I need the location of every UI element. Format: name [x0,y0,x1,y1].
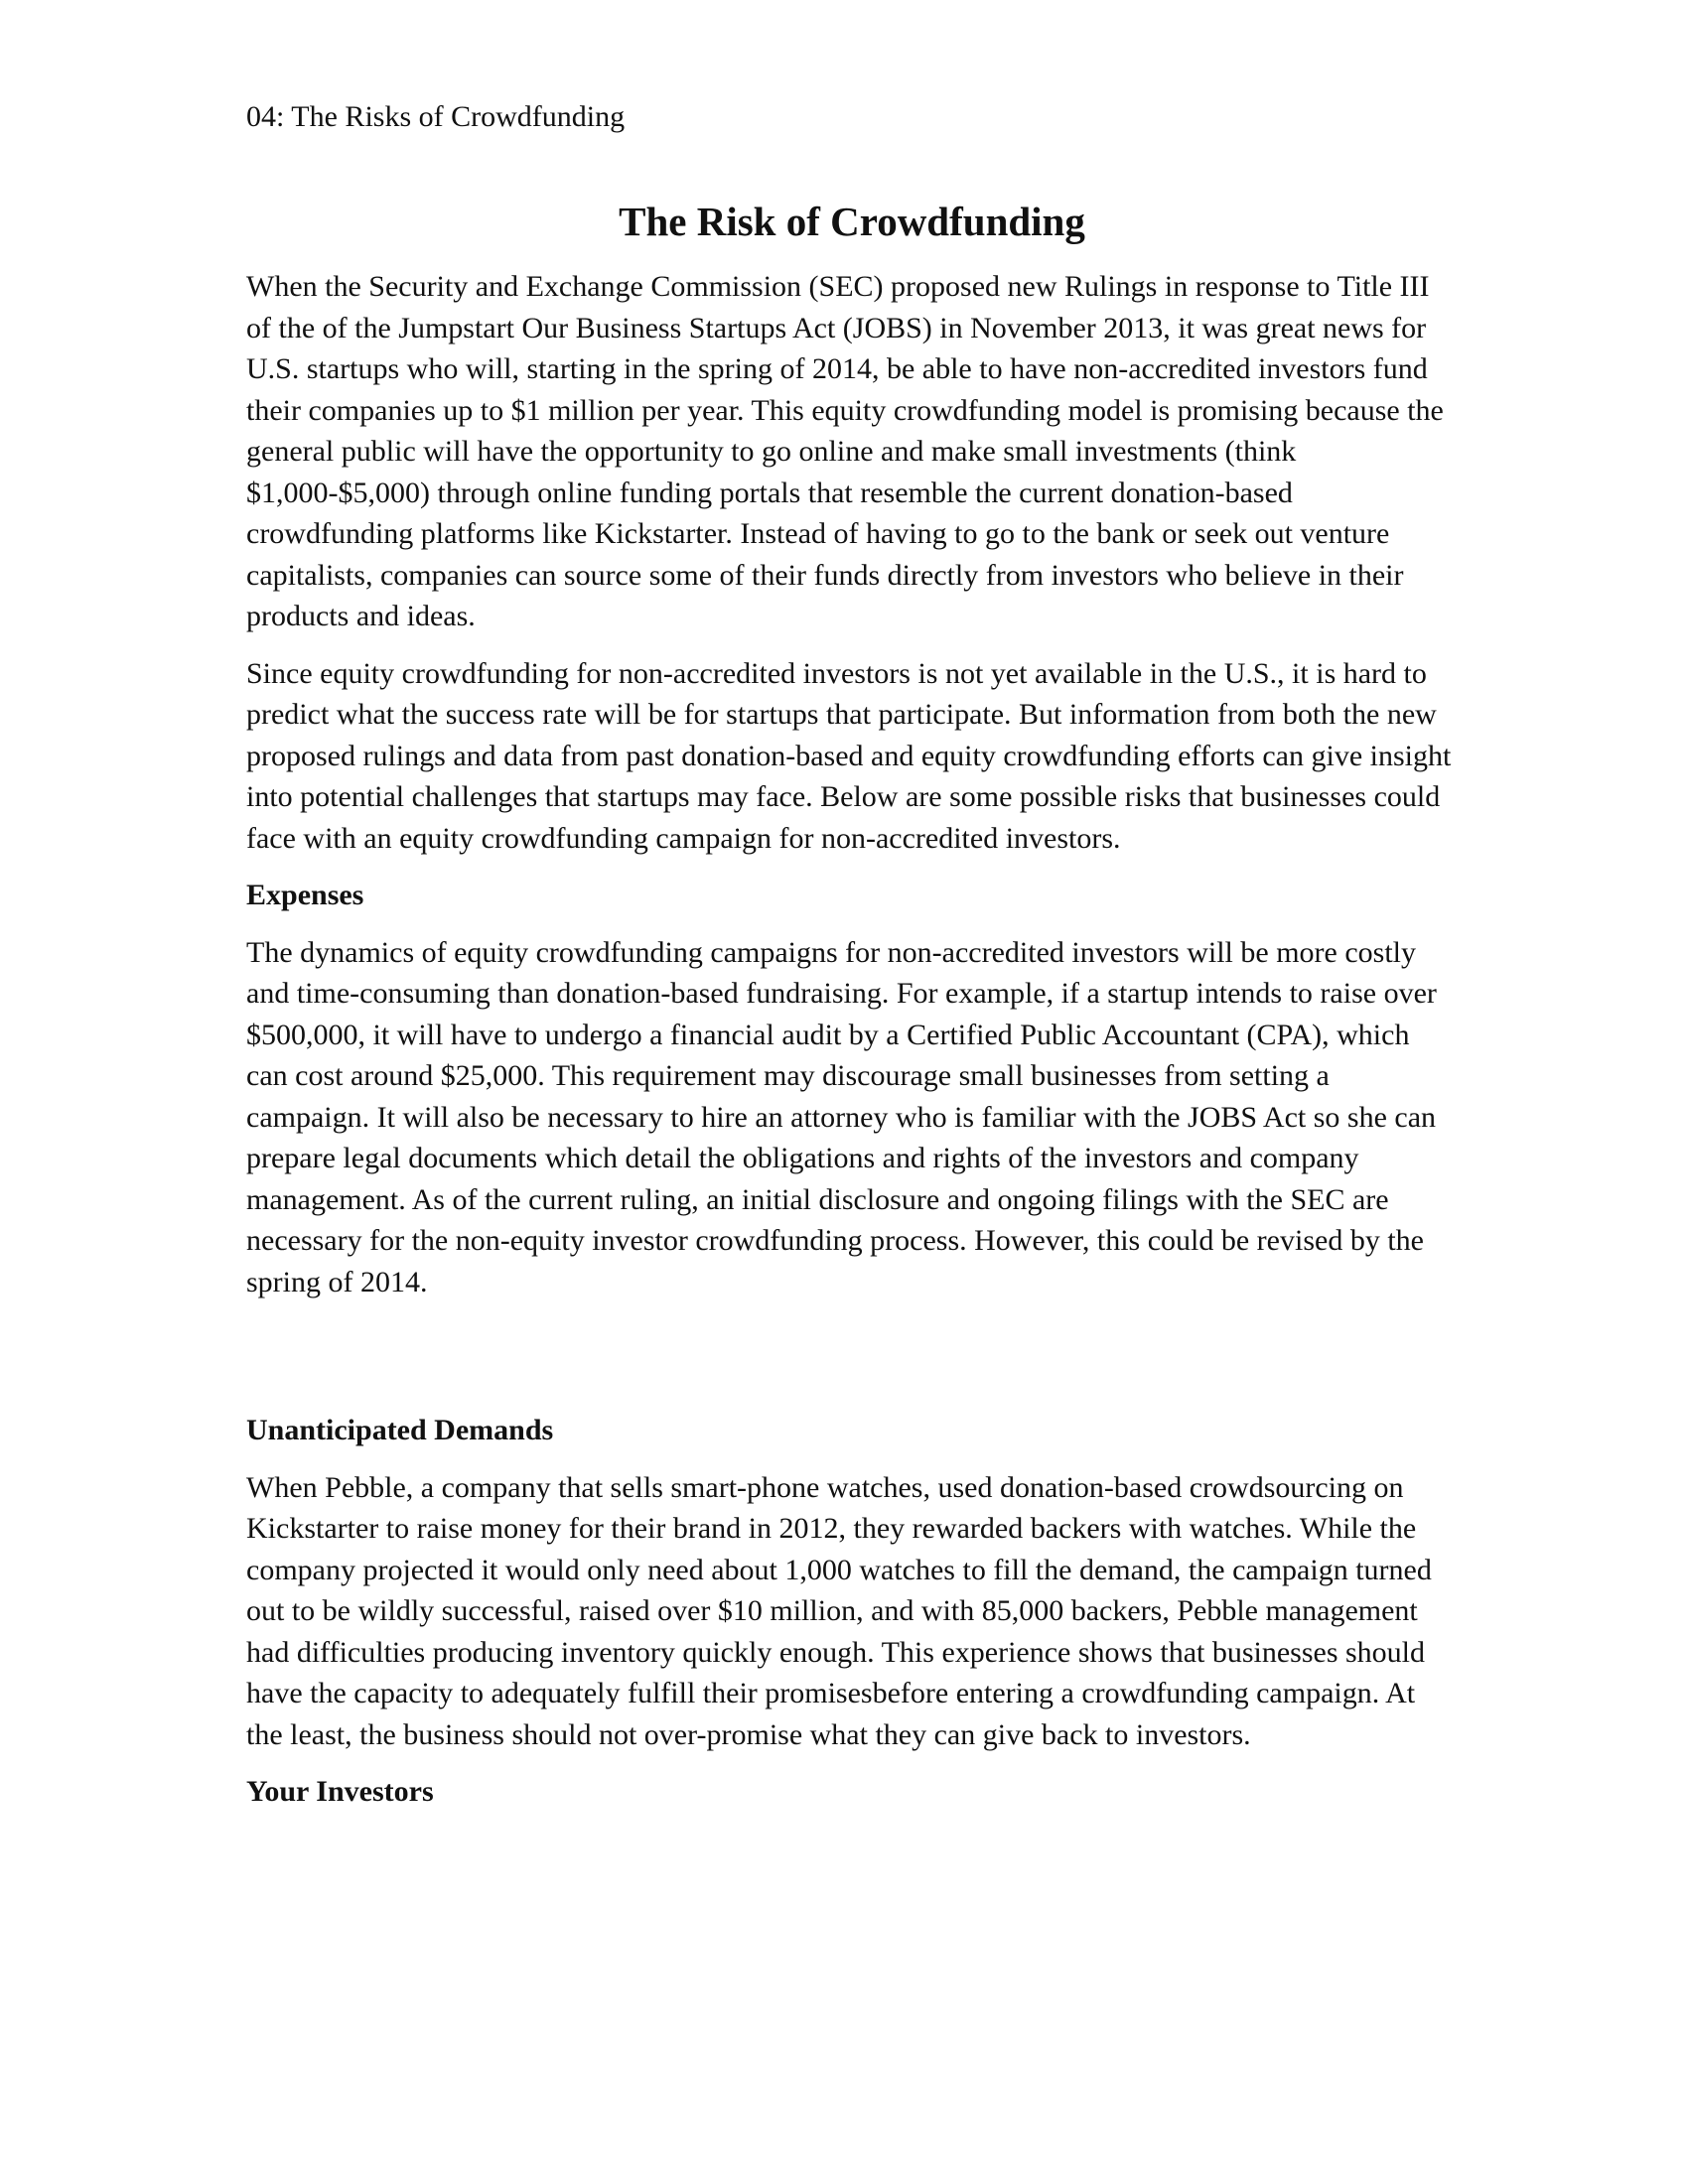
paragraph-spacer [246,1755,1458,1771]
paragraph-spacer [246,859,1458,875]
section-heading-expenses: Expenses [246,879,364,911]
section-heading-your-investors: Your Investors [246,1775,434,1808]
intro-paragraph-1: When the Security and Exchange Commission (SEC) proposed new Rulings in response to Title III of the of the Jumpstart Our Business Startups Act (JOBS) in November 2013, it was great news for U.S. startups who will, starting in the spring of 2014, be able to have non-accredited investors fund their companies up to $1 million per year. This equity crowdfunding model is promising because the general public will have the opportunity to go online and make small investments (think $1,000-$5,000) through online funding portals that resemble the current donation-based crowdfunding platforms like Kickstarter. Instead of having to go to the bank or seek out venture capitalists, companies can source some of their funds directly from investors who believe in their products and ideas. [246,270,1444,632]
section-spacer [246,1302,1458,1410]
section-your-investors [246,1771,1458,1813]
document-title: The Risk of Crowdfunding [619,199,1085,244]
running-header: 04: The Risks of Crowdfunding [246,100,626,133]
intro-paragraph-2: Since equity crowdfunding for non-accredited investors is not yet available in the U.S., it is hard to predict what the success rate will be for startups that participate. But information from both the new proposed rulings and data from past donation-based and equity crowdfunding efforts can give insight into potential challenges that startups may face. Below are some possible risks that businesses could face with an equity crowdfunding campaign for non-accredited investors. [246,656,1452,855]
section-body-unanticipated-demands: When Pebble, a company that sells smart-phone watches, used donation-based crowdsourcing on Kickstarter to raise money for their brand in 2012, they rewarded backers with watches. While the company projected it would only need about 1,000 watches to fill the demand, the campaign turned out to be wildly successful, raised over $10 million, and with 85,000 backers, Pebble management had difficulties producing inventory quickly enough. This experience shows that businesses should have the capacity to adequately fulfill their promisesbefore entering a crowdfunding campaign. At the least, the business should not over-promise what they can give back to investors. [246,1470,1432,1751]
section-expenses [246,875,1458,1302]
section-heading-unanticipated-demands: Unanticipated Demands [246,1414,554,1446]
paragraph-spacer [246,637,1458,653]
section-body-expenses: The dynamics of equity crowdfunding campaigns for non-accredited investors will be more costly and time-consuming than donation-based fundraising. For example, if a startup intends to raise over $500,000, it will have to undergo a financial audit by a Certified Public Accountant (CPA), which can cost around $25,000. This requirement may discourage small businesses from setting a campaign. It will also be necessary to hire an attorney who is familiar with the JOBS Act so she can prepare legal documents which detail the obligations and rights of the investors and company management. As of the current ruling, an initial disclosure and ongoing filings with the SEC are necessary for the non-equity investor crowdfunding process. However, this could be revised by the spring of 2014. [246,935,1437,1298]
section-unanticipated-demands [246,1410,1458,1755]
document-body [246,197,1458,1813]
